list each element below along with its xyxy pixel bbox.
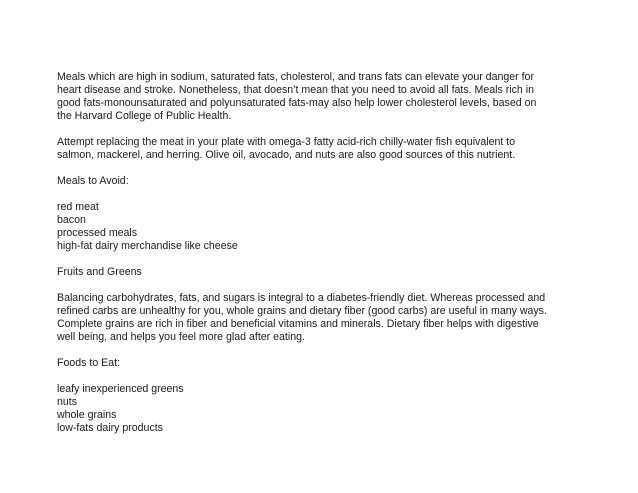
list-item: bacon xyxy=(57,214,86,226)
text-line: Attempt replacing the meat in your plate with omega-3 fatty acid-rich chilly-water fish equivalent to xyxy=(57,136,516,148)
list-item: processed meals xyxy=(57,227,138,239)
list-meals-to-avoid xyxy=(57,201,597,253)
text-line: Complete grains are rich in fiber and beneficial vitamins and minerals. Dietary fiber helps with digestive xyxy=(57,318,539,330)
document-body xyxy=(57,71,597,435)
text-line: well being, and helps you feel more glad after eating. xyxy=(57,331,305,343)
list-item: whole grains xyxy=(57,409,117,421)
paragraph-fats-intro xyxy=(57,71,597,123)
text-line: good fats-monounsaturated and polyunsaturated fats-may also help lower cholesterol levels, based on xyxy=(57,97,537,109)
text-line: Balancing carbohydrates, fats, and sugars is integral to a diabetes-friendly diet. Whereas processed and xyxy=(57,292,546,304)
list-item: low-fats dairy products xyxy=(57,422,163,434)
list-item: nuts xyxy=(57,396,78,408)
list-item: high-fat dairy merchandise like cheese xyxy=(57,240,238,252)
list-item: leafy inexperienced greens xyxy=(57,383,184,395)
text-line: the Harvard College of Public Health. xyxy=(57,110,232,122)
heading-fruits-and-greens: Fruits and Greens xyxy=(57,266,142,278)
paragraph-omega3 xyxy=(57,136,597,162)
list-item: red meat xyxy=(57,201,99,213)
list-foods-to-eat xyxy=(57,383,597,435)
heading-foods-to-eat: Foods to Eat: xyxy=(57,357,121,369)
paragraph-carbohydrates xyxy=(57,292,597,344)
text-line: refined carbs are unhealthy for you, whole grains and dietary fiber (good carbs) are useful in many ways. xyxy=(57,305,547,317)
text-line: Meals which are high in sodium, saturated fats, cholesterol, and trans fats can elevate your danger for xyxy=(57,71,534,83)
text-line: heart disease and stroke. Nonetheless, that doesn’t mean that you need to avoid all fats. Meals rich in xyxy=(57,84,534,96)
text-line: salmon, mackerel, and herring. Olive oil, avocado, and nuts are also good sources of this nutrient. xyxy=(57,149,516,161)
heading-meals-to-avoid: Meals to Avoid: xyxy=(57,175,129,187)
